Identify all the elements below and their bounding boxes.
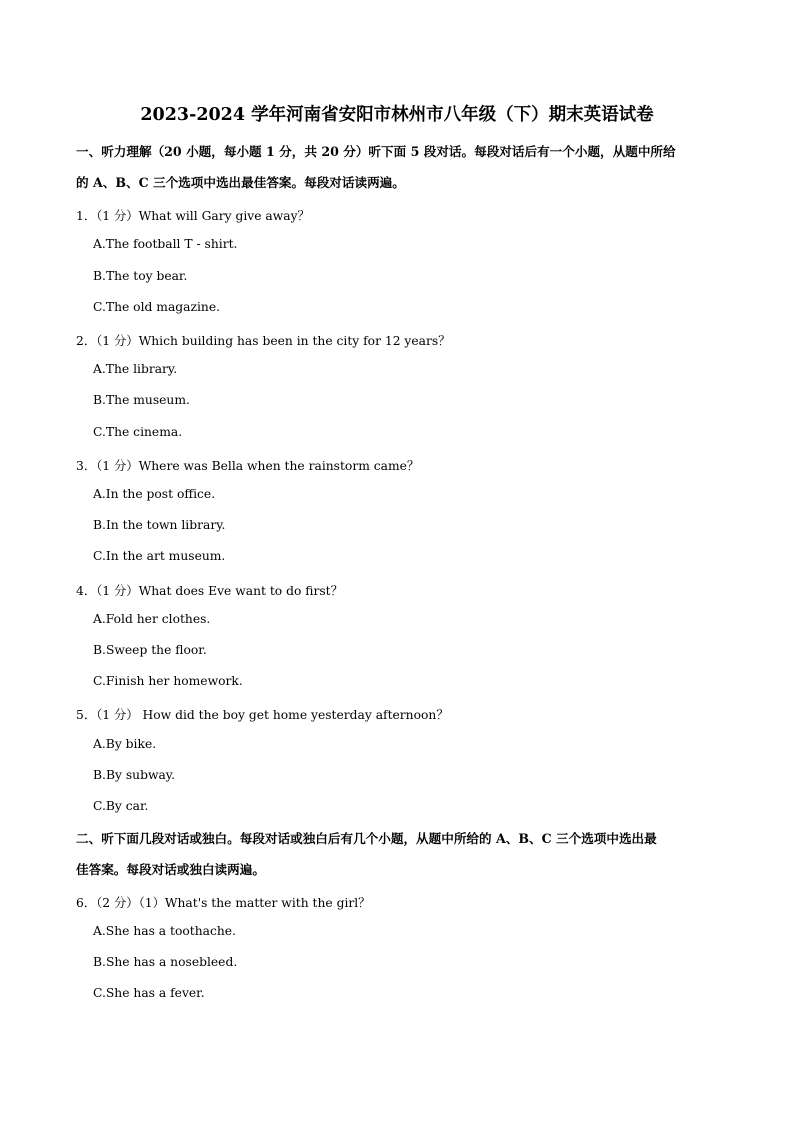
- question-1-option-a: A.The football T - shirt.: [93, 237, 238, 251]
- question-4: [76, 581, 343, 599]
- question-1-option-c: C.The old magazine.: [93, 300, 221, 314]
- question-2-option-c: C.The cinema.: [93, 425, 183, 439]
- question-1-option-b: B.The toy bear.: [93, 269, 188, 283]
- page-title: 2023-2024 学年河南省安阳市林州市八年级（下）期末英语试卷: [140, 105, 654, 125]
- question-4-text: What does Eve want to do first？: [138, 584, 343, 598]
- question-2-option-a: A.The library.: [93, 362, 178, 376]
- section-1-heading: [76, 136, 726, 198]
- section-1-line-2: 的 A、B、C 三个选项中选出最佳答案。每段对话读两遍。: [76, 175, 405, 190]
- question-6: [76, 893, 370, 911]
- question-5-option-c: C.By car.: [93, 799, 149, 813]
- question-1-text: What will Gary give away？: [138, 209, 310, 223]
- question-4-prefix: 4．（1 分）: [76, 584, 139, 598]
- question-3-option-b: B.In the town library.: [93, 518, 226, 532]
- section-2-line-1: 二、听下面几段对话或独白。每段对话或独白后有几个小题，从题中所给的 A、B、C 三个选项中选出最: [76, 831, 657, 846]
- question-3: [76, 456, 419, 474]
- question-3-prefix: 3．（1 分）: [76, 459, 139, 473]
- question-1: [76, 206, 310, 224]
- question-3-text: Where was Bella when the rainstorm came？: [138, 459, 420, 473]
- question-1-prefix: 1．（1 分）: [76, 209, 139, 223]
- section-2-heading: [76, 823, 726, 885]
- question-5-prefix: 5．（1 分）: [76, 708, 139, 722]
- question-2-text: Which building has been in the city for 12 years？: [138, 334, 451, 348]
- question-6-text: What's the matter with the girl？: [164, 896, 371, 910]
- question-6-option-b: B.She has a nosebleed.: [93, 955, 238, 969]
- question-4-option-b: B.Sweep the floor.: [93, 643, 207, 657]
- section-1-line-1: 一、听力理解（20 小题，每小题 1 分，共 20 分）听下面 5 段对话。每段对话后有一个小题，从题中所给: [76, 144, 676, 159]
- question-2-prefix: 2．（1 分）: [76, 334, 139, 348]
- question-2-option-b: B.The museum.: [93, 393, 190, 407]
- question-3-option-c: C.In the art museum.: [93, 549, 226, 563]
- question-5-option-a: A.By bike.: [93, 737, 157, 751]
- section-2-line-2: 佳答案。每段对话或独白读两遍。: [76, 862, 265, 877]
- question-4-option-a: A.Fold her clothes.: [93, 612, 211, 626]
- question-3-option-a: A.In the post office.: [93, 487, 216, 501]
- question-5-text: How did the boy get home yesterday afternoon？: [138, 708, 449, 722]
- question-6-option-a: A.She has a toothache.: [93, 924, 236, 938]
- question-4-option-c: C.Finish her homework.: [93, 674, 243, 688]
- question-6-option-c: C.She has a fever.: [93, 986, 205, 1000]
- question-6-prefix: 6．（2 分）（1）: [76, 896, 165, 910]
- question-5: [76, 705, 449, 723]
- question-5-option-b: B.By subway.: [93, 768, 176, 782]
- question-2: [76, 331, 450, 349]
